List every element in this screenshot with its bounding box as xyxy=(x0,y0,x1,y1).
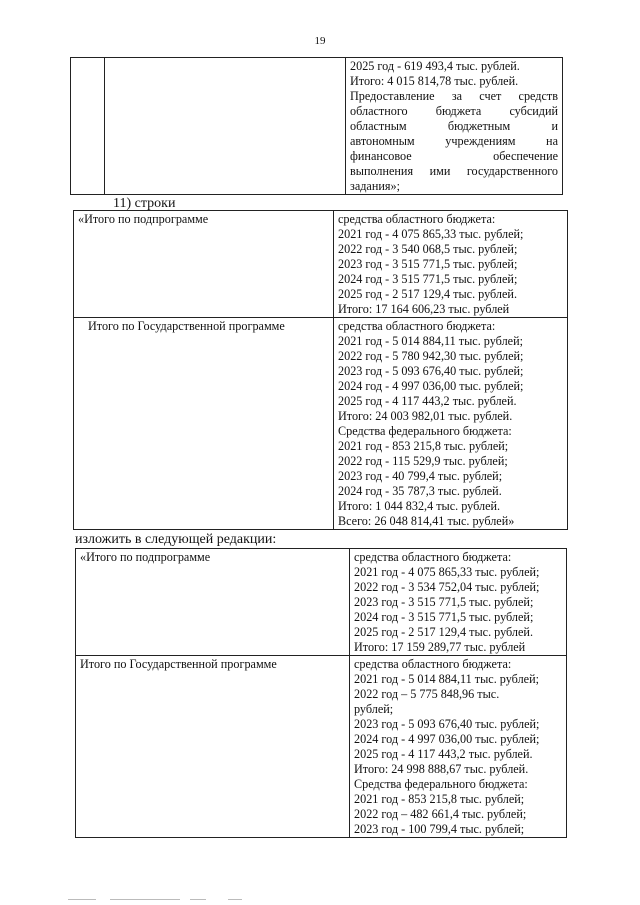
continuation-label-cell xyxy=(105,58,346,195)
content-line: 2021 год - 4 075 865,33 тыс. рублей; xyxy=(338,227,524,241)
content-line: 2021 год - 853 215,8 тыс. рублей; xyxy=(338,439,509,453)
content-line: 2022 год - 3 540 068,5 тыс. рублей; xyxy=(338,242,518,256)
row-content-cell xyxy=(350,549,567,656)
content-line: 2022 год - 3 534 752,04 тыс. рублей; xyxy=(354,580,540,594)
content-line: Итого: 17 159 289,77 тыс. рублей xyxy=(354,640,526,654)
content-line: 2023 год - 3 515 771,5 тыс. рублей; xyxy=(338,257,518,271)
row-label: «Итого по подпрограмме xyxy=(80,550,211,564)
paragraph-line: областным бюджетным и xyxy=(350,119,558,133)
content-line: Итого: 17 164 606,23 тыс. рублей xyxy=(338,302,510,316)
replace-heading: изложить в следующей редакции: xyxy=(75,532,277,547)
table-row xyxy=(76,549,567,656)
table-row xyxy=(74,318,568,530)
row-label-cell xyxy=(74,211,334,318)
content-line: 2022 год - 115 529,9 тыс. рублей; xyxy=(338,454,508,468)
continuation-content-cell xyxy=(346,58,563,195)
row-label-cell xyxy=(76,656,350,838)
paragraph-line: финансовое обеспечение xyxy=(350,149,558,163)
row-content-cell xyxy=(350,656,567,838)
content-line: Итого: 24 003 982,01 тыс. рублей. xyxy=(338,409,513,423)
content-line: 2022 год – 5 775 848,96 тыс. xyxy=(354,687,500,701)
old-rows-table xyxy=(73,210,568,530)
content-line: Средства федерального бюджета: xyxy=(354,777,528,791)
footer-divider xyxy=(110,899,180,900)
content-line: 2021 год - 4 075 865,33 тыс. рублей; xyxy=(354,565,540,579)
content-line: 2025 год - 2 517 129,4 тыс. рублей. xyxy=(338,287,517,301)
content-line: Итого: 1 044 832,4 тыс. рублей. xyxy=(338,499,501,513)
row-label: Итого по Государственной программе xyxy=(80,657,277,671)
content-line: 2024 год - 3 515 771,5 тыс. рублей; xyxy=(354,610,534,624)
paragraph-line: областного бюджета субсидий xyxy=(350,104,558,118)
content-line: Итого: 4 015 814,78 тыс. рублей. xyxy=(350,74,519,88)
new-rows-table xyxy=(75,548,567,838)
content-line: 2022 год – 482 661,4 тыс. рублей; xyxy=(354,807,527,821)
section-heading: 11) строки xyxy=(113,196,176,211)
content-line: средства областного бюджета: xyxy=(338,319,496,333)
continuation-number-cell xyxy=(71,58,105,195)
row-label-cell xyxy=(74,318,334,530)
content-line: 2024 год - 4 997 036,00 тыс. рублей; xyxy=(354,732,540,746)
content-line: 2023 год - 3 515 771,5 тыс. рублей; xyxy=(354,595,534,609)
footer-divider xyxy=(228,899,242,900)
content-line: 2021 год - 5 014 884,11 тыс. рублей; xyxy=(338,334,523,348)
paragraph-line: выполнения ими государственного xyxy=(350,164,558,178)
footer-divider xyxy=(190,899,206,900)
row-label: Итого по Государственной программе xyxy=(88,319,285,333)
content-line: 2024 год - 3 515 771,5 тыс. рублей; xyxy=(338,272,518,286)
table-row xyxy=(74,211,568,318)
content-line: Всего: 26 048 814,41 тыс. рублей» xyxy=(338,514,515,528)
content-line: 2023 год - 40 799,4 тыс. рублей; xyxy=(338,469,503,483)
row-label-cell xyxy=(76,549,350,656)
row-content-cell xyxy=(334,211,568,318)
content-line: 2021 год - 5 014 884,11 тыс. рублей; xyxy=(354,672,539,686)
table-row xyxy=(76,656,567,838)
page-number: 19 xyxy=(314,35,326,47)
paragraph-line: автономным учреждениям на xyxy=(350,134,558,148)
content-line: Средства федерального бюджета: xyxy=(338,424,512,438)
content-line: 2025 год - 4 117 443,2 тыс. рублей. xyxy=(354,747,533,761)
content-line: 2025 год - 4 117 443,2 тыс. рублей. xyxy=(338,394,517,408)
row-content-cell xyxy=(334,318,568,530)
content-line: 2021 год - 853 215,8 тыс. рублей; xyxy=(354,792,525,806)
content-line: 2023 год - 100 799,4 тыс. рублей; xyxy=(354,822,525,836)
content-line: средства областного бюджета: xyxy=(338,212,496,226)
content-line: задания»; xyxy=(350,179,400,193)
content-line: рублей; xyxy=(354,702,394,716)
content-line: средства областного бюджета: xyxy=(354,657,512,671)
footer-divider xyxy=(68,899,96,900)
content-line: 2024 год - 4 997 036,00 тыс. рублей; xyxy=(338,379,524,393)
content-line: Итого: 24 998 888,67 тыс. рублей. xyxy=(354,762,529,776)
content-line: 2025 год - 619 493,4 тыс. рублей. xyxy=(350,59,520,73)
content-line: средства областного бюджета: xyxy=(354,550,512,564)
content-line: 2024 год - 35 787,3 тыс. рублей. xyxy=(338,484,502,498)
content-line: 2025 год - 2 517 129,4 тыс. рублей. xyxy=(354,625,533,639)
paragraph-line: Предоставление за счет средств xyxy=(350,89,558,103)
row-label: «Итого по подпрограмме xyxy=(78,212,209,226)
content-line: 2023 год - 5 093 676,40 тыс. рублей; xyxy=(338,364,524,378)
continuation-table xyxy=(70,57,563,195)
content-line: 2023 год - 5 093 676,40 тыс. рублей; xyxy=(354,717,540,731)
content-line: 2022 год - 5 780 942,30 тыс. рублей; xyxy=(338,349,524,363)
